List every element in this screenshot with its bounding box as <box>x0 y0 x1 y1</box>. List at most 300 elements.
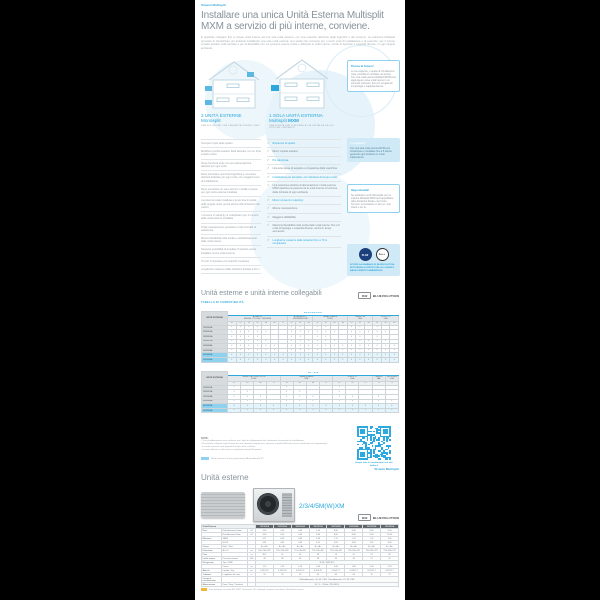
spec-label: SCOP <box>222 541 248 545</box>
spec-value: 6,35/9,52 <box>309 569 327 573</box>
notes-list <box>201 440 343 452</box>
note-line: • Tutti gli abbinamenti sono verificati: per i limiti di collegamento fare riferimento al manuale di installazione. <box>201 440 305 442</box>
compat-cell: • <box>373 344 382 349</box>
compat-cell: • <box>313 358 322 363</box>
compat-cell: • <box>347 325 356 330</box>
spec-label: Liquido / Gas <box>222 569 248 573</box>
spec-group: Livello sonoro <box>202 557 222 561</box>
spec-value: 712×936×347 <box>291 549 309 553</box>
compat-cell: • <box>356 330 365 335</box>
spec-model-header: 3MXM40A <box>291 525 309 529</box>
checkmark-icon: ✓ <box>267 206 270 211</box>
spec-model-header: 3MXM52A <box>309 525 327 529</box>
list-item-text: Deve prevedere un vano tecnico o staffe a parete per ogni unità esterna installata <box>201 187 258 195</box>
list-item <box>201 257 261 265</box>
compat-cell: • <box>253 325 262 330</box>
list-item <box>201 170 261 185</box>
outdoor-unit-model: 3MXM68A <box>202 344 228 349</box>
list-item-text: Deve prevedere una linea frigorifera e una linea elettrica dedicate per ogni unità, con maggiori costi di installazione <box>201 173 260 183</box>
spec-label: Fase / Freq. / Tensione <box>222 583 248 587</box>
spec-unit <box>248 583 256 587</box>
compat-cell: • <box>296 325 305 330</box>
spec-value: 4,60 <box>291 541 309 545</box>
compat-cell: • <box>245 348 254 353</box>
table-corner-header: UNITÀ ESTERNA <box>202 312 228 326</box>
spec-unit: kW <box>248 533 256 537</box>
compat-cell: • <box>254 408 267 413</box>
compat-cell: • <box>390 358 399 363</box>
spec-value: 734×958×373 <box>381 549 399 553</box>
spec-group: Peso <box>202 553 222 557</box>
list-item <box>201 245 261 256</box>
compat-cell: • <box>373 330 382 335</box>
spec-value: 4,60 <box>291 533 309 537</box>
compat-cell: • <box>245 344 254 349</box>
table-band-label: SKY AIR <box>228 372 399 376</box>
outdoor-unit-model: 5MXM90A <box>202 408 228 413</box>
compat-cell: • <box>333 404 346 409</box>
compat-cell: • <box>254 395 267 400</box>
compat-cell: • <box>280 395 293 400</box>
size-header: 60 <box>254 381 267 385</box>
compat-cell: • <box>236 344 245 349</box>
compat-cell: • <box>253 358 262 363</box>
size-header: 71 <box>279 321 288 325</box>
compat-cell: • <box>356 358 365 363</box>
compat-cell: • <box>287 344 296 349</box>
sidebar-box-didyouknow <box>347 138 400 162</box>
compat-cell: • <box>245 325 254 330</box>
footer-note-text: Dati dichiarati secondo EN 14511 / Eurovent. Per i dettagli completi consultare il databook tecnico. <box>209 588 305 591</box>
compat-cell: • <box>228 339 237 344</box>
compat-cell: • <box>296 339 305 344</box>
size-header: 25 <box>347 321 356 325</box>
spec-value: 46 <box>256 557 274 561</box>
spec-value: 48 <box>273 557 291 561</box>
monosplit-heading-line2: Monosplit <box>201 118 221 124</box>
size-header: 25 <box>313 321 322 325</box>
spec-model-header: 3MXM68A <box>327 525 345 529</box>
size-header: 50 <box>364 321 373 325</box>
monosplit-heading-line1: 3 UNITÀ ESTERNE <box>201 113 242 118</box>
spec-value: 6,80 <box>309 533 327 537</box>
list-item <box>201 139 261 147</box>
list-item-text: La potenza totale installata è la somma di quella delle singole unità, senza alcuna ottimizzazione dei carichi <box>201 199 260 209</box>
spec-span-value: Raffreddamento: -10~46 °CBS · Riscaldamento: -15~18 °CBU <box>256 577 399 583</box>
compat-cell: • <box>306 399 319 404</box>
size-header: 71 <box>359 381 372 385</box>
spec-value: 734×958×373 <box>363 549 381 553</box>
spec-value: 67 <box>363 553 381 557</box>
qr-module <box>389 458 391 460</box>
group-models: FVA <box>390 378 394 381</box>
spec-label: Raffr. / Risc. <box>222 545 248 549</box>
compat-cell: • <box>330 358 339 363</box>
compat-cell: • <box>228 390 241 395</box>
note-line: • È possibile collegare unità interne per una capacità complessiva superiore a quella dell'unità esterna (vedi indici di collegamento). <box>201 442 328 445</box>
multisplit-heading-line1: 1 SOLA UNITÀ ESTERNA <box>269 113 323 118</box>
sidebar-box-future <box>347 60 400 92</box>
spec-value: 58 <box>309 553 327 557</box>
list-item-text: Risparmio di spazio <box>272 142 296 145</box>
compat-cell: • <box>372 408 385 413</box>
compat-cell: • <box>279 358 288 363</box>
compat-cell: • <box>280 408 293 413</box>
list-item-text: Viene fornita di serie con una alimentazione elettrica per ogni unità <box>201 161 252 168</box>
size-header: 35 <box>322 321 331 325</box>
spec-value: 550×765×285 <box>273 549 291 553</box>
list-item <box>201 211 261 222</box>
compat-cell: • <box>228 335 237 340</box>
compat-cell: • <box>385 408 398 413</box>
spec-value: A++/A+ <box>309 545 327 549</box>
spec-value: 59 <box>345 553 363 557</box>
r32-label-badge: R32 <box>358 514 371 521</box>
qr-code <box>357 426 391 460</box>
spec-value: 6,35/9,52 <box>291 569 309 573</box>
list-item <box>267 213 341 221</box>
compat-cell: • <box>333 399 346 404</box>
compat-cell: • <box>306 408 319 413</box>
compat-cell: • <box>293 399 306 404</box>
compat-cell: • <box>390 353 399 358</box>
legend-swatch-orange <box>201 588 207 591</box>
compat-cell: • <box>241 395 254 400</box>
group-name: A PAVIMENTO <box>293 316 307 318</box>
list-item-text: Installazione più semplice, con riduzione di tempi e costi <box>272 175 337 179</box>
compat-cell: • <box>280 385 293 390</box>
list-item-text: Più silenziosa <box>272 158 289 162</box>
spec-value: 6,35/12,7 <box>327 569 345 573</box>
compat-cell: • <box>313 344 322 349</box>
spec-value: 4,65 <box>327 541 345 545</box>
compat-cell: • <box>364 353 373 358</box>
spec-value: 7,52 <box>363 537 381 541</box>
compat-cell: • <box>385 404 398 409</box>
compat-cell: • <box>293 404 306 409</box>
compat-cell: • <box>267 408 280 413</box>
spec-value: 6,35/12,7 <box>363 569 381 573</box>
compat-cell: • <box>359 408 372 413</box>
energy-class-badge-icon: A+++ <box>376 248 389 261</box>
list-item <box>267 221 341 236</box>
spec-value: 8,60 <box>327 533 345 537</box>
spec-model-header: 5MXM90A <box>381 525 399 529</box>
compat-cell: • <box>356 325 365 330</box>
compat-cell: • <box>262 348 271 353</box>
spec-group: Dimensioni <box>202 549 222 553</box>
group-models: FDXM <box>327 318 333 321</box>
spec-footer-note <box>201 588 304 591</box>
spec-value: 8,60 <box>345 533 363 537</box>
compat-cell: • <box>339 358 348 363</box>
compat-cell: • <box>347 348 356 353</box>
house-diagram-multisplit <box>269 56 335 112</box>
compat-cell: • <box>236 339 245 344</box>
brand-row <box>358 514 399 521</box>
table-row <box>202 408 399 413</box>
compat-cell: • <box>228 353 237 358</box>
outdoor-unit-model: 2MXM50A <box>202 330 228 335</box>
spec-value: 6,96 <box>309 537 327 541</box>
spec-span-value: V1 / 1~ / 50 Hz / 220-240 V <box>256 583 399 587</box>
size-header: 50 <box>262 321 271 325</box>
list-item <box>267 156 341 164</box>
compat-cell: • <box>228 330 237 335</box>
outdoor-unit-model: 4MXM68A <box>202 348 228 353</box>
compat-cell: • <box>262 330 271 335</box>
group-models: PERFERA FVXM <box>292 318 308 321</box>
list-item-text: Tripla manutenzione periodica e tripli contratti di assistenza <box>201 225 256 232</box>
spec-unit: kg <box>248 565 256 569</box>
size-header: 50 <box>330 321 339 325</box>
spec-model-header: 4MXM80A <box>363 525 381 529</box>
checkmark-icon: ✓ <box>267 197 270 202</box>
spec-model-header: 4MXM68A <box>345 525 363 529</box>
table-band-label: RESIDENZIALI <box>228 312 399 316</box>
spec-label: Pressione sonora <box>222 557 248 561</box>
spec-value: 7,11 <box>327 537 345 541</box>
compat-cell: • <box>322 330 331 335</box>
sidebar-box-caption: SCOPRI LA GAMMA R-32 BLUEVOLUTION: EFFICIENZA AI VERTICI DELLA CLASSE E BASSO IMPATTO AMBIENTALE <box>350 264 395 272</box>
compat-cell: • <box>373 353 382 358</box>
legend-swatch-cyan <box>201 457 209 460</box>
spec-value: 60 <box>345 573 363 577</box>
compat-cell: • <box>373 339 382 344</box>
monosplit-cons-list <box>201 139 261 274</box>
compat-cell: • <box>253 348 262 353</box>
compat-cell: • <box>262 344 271 349</box>
spec-value: 6,71 <box>256 537 274 541</box>
spec-value: 2,00 <box>363 565 381 569</box>
spec-value: 6,00 <box>273 533 291 537</box>
spec-value: 70 <box>363 573 381 577</box>
compat-cell: • <box>287 330 296 335</box>
compat-cell: • <box>241 390 254 395</box>
compat-cell: • <box>262 353 271 358</box>
spec-value: 6,35/12,7 <box>345 569 363 573</box>
compat-cell: • <box>304 339 313 344</box>
compat-cell: • <box>333 390 346 395</box>
compat-cell: • <box>373 358 382 363</box>
size-header: 42 <box>253 321 262 325</box>
spec-value: 5,20 <box>309 529 327 533</box>
compat-cell: • <box>304 353 313 358</box>
spec-label: SEER <box>222 537 248 541</box>
spec-value: 4,67 <box>363 541 381 545</box>
compat-cell: • <box>280 404 293 409</box>
size-header: 71 <box>385 381 398 385</box>
checkmark-icon: ✓ <box>267 174 270 179</box>
compat-cell: • <box>296 330 305 335</box>
group-name: VERTICALE <box>386 376 398 378</box>
table-row <box>202 358 399 363</box>
size-header: 35 <box>333 381 346 385</box>
compat-cell: • <box>287 358 296 363</box>
compat-cell: • <box>322 353 331 358</box>
spec-value: 1,80 <box>309 565 327 569</box>
compat-cell: • <box>236 330 245 335</box>
spec-unit: kg <box>248 553 256 557</box>
compat-cell: • <box>306 404 319 409</box>
spec-value: 7,41 <box>345 537 363 541</box>
outdoor-unit-model: 3MXM40A <box>202 335 228 340</box>
compat-legend <box>201 457 263 460</box>
spec-value: 1,80 <box>345 565 363 569</box>
group-name: PENSILE <box>374 376 383 378</box>
compat-cell: • <box>280 390 293 395</box>
spec-value: 59 <box>327 553 345 557</box>
page-title: Installare una unica Unità Esterna Multisplit MXM a servizio di più interne, conviene. <box>201 10 384 33</box>
compat-cell: • <box>322 348 331 353</box>
outdoor-unit-flat-image <box>201 492 245 518</box>
spec-value: 7,60 <box>381 537 399 541</box>
group-models: FBA <box>304 378 309 381</box>
compat-cell: • <box>372 399 385 404</box>
compat-cell: • <box>293 395 306 400</box>
list-item <box>201 196 261 211</box>
compat-cell: • <box>236 358 245 363</box>
compat-cell: • <box>333 385 346 390</box>
spec-value: 6,35/12,7 <box>381 569 399 573</box>
monosplit-subheading: UNA SOLUZIONE CHE PRESENTA DIVERSI LIMITI <box>201 124 261 127</box>
compat-cell: • <box>270 358 279 363</box>
spec-unit: kW <box>248 529 256 533</box>
compat-cell: • <box>270 353 279 358</box>
brochure-page <box>195 0 405 600</box>
compat-cell: • <box>280 399 293 404</box>
spec-value: 2,30 <box>381 565 399 569</box>
size-header: 50 <box>304 321 313 325</box>
compat-cell: • <box>296 344 305 349</box>
outdoor-unit-model: 3MXM52A <box>202 390 228 395</box>
list-item <box>201 223 261 234</box>
bluevolution-brand-label: BLUEVOLUTION <box>372 293 399 298</box>
size-header: 60 <box>270 321 279 325</box>
compat-cell: • <box>385 399 398 404</box>
compat-cell: • <box>356 344 365 349</box>
size-header: 50 <box>241 381 254 385</box>
spec-value: 52 <box>381 557 399 561</box>
compat-cell: • <box>319 404 332 409</box>
compat-cell: • <box>228 348 237 353</box>
compat-cell: • <box>381 339 390 344</box>
list-item-text: Maggiore affidabilità <box>272 215 296 219</box>
compat-cell: • <box>296 335 305 340</box>
list-item-text: Lunghezze massime delle tubazioni fino a 70 m complessivi <box>272 238 328 245</box>
spec-value: A++/A+ <box>327 545 345 549</box>
outdoor-unit-model: 3MXM52A <box>202 339 228 344</box>
compat-cell: • <box>347 358 356 363</box>
r32-badge-icon: R-32 <box>359 248 372 261</box>
compat-cell: • <box>296 348 305 353</box>
size-header: 71 <box>267 381 280 385</box>
spec-value: 1,30 <box>273 565 291 569</box>
size-header: 20 <box>228 321 237 325</box>
compat-cell: • <box>253 339 262 344</box>
size-header: 35 <box>373 321 382 325</box>
group-name: SOFFITTO <box>380 316 391 318</box>
compat-cell: • <box>330 330 339 335</box>
spec-unit: m <box>248 573 256 577</box>
compat-cell: • <box>228 385 241 390</box>
group-models: FHA <box>350 378 355 381</box>
size-header: 60 <box>339 321 348 325</box>
compat-cell: • <box>267 404 280 409</box>
model-range-label: 2/3/4/5M(W)XM <box>299 503 345 510</box>
compat-cell: • <box>313 325 322 330</box>
spec-value: 4,68 <box>381 541 399 545</box>
checkmark-icon: ✓ <box>267 214 270 219</box>
list-item-text: Lunghezze massime delle tubazioni limitate a 20 m <box>201 268 260 272</box>
monosplit-heading <box>201 113 261 127</box>
size-header: 25 <box>236 321 245 325</box>
compat-cell: • <box>304 330 313 335</box>
compat-cell: • <box>236 325 245 330</box>
group-name: CASSETTA ROUND FLOW <box>242 376 266 378</box>
group-name: CASSETTA <box>355 316 365 318</box>
compat-cell: • <box>287 325 296 330</box>
list-item-text: Nessuna possibilità di ampliare l'impianto senza installare nuove unità esterne <box>201 248 256 255</box>
spec-value: 712×936×347 <box>309 549 327 553</box>
spec-unit: mm <box>248 569 256 573</box>
list-item <box>267 139 341 147</box>
compat-cell: • <box>270 348 279 353</box>
sidebar-box-body: Le tue esigenze, o quelle di chi abiterà la casa, potrebbero cambiare nel tempo. Con una unità esterna Multisplit MXM puoi aggiungere nuove unità interne in un secondo momento, fino a 5, scegliendo tra tipologie e capacità diverse. <box>351 69 396 89</box>
compatibility-table-skyair <box>201 371 399 413</box>
compat-cell: • <box>347 339 356 344</box>
legend-text: Unità esterne di nuova generazione Bluevolution R-32 <box>211 457 264 460</box>
compat-cell: • <box>381 353 390 358</box>
compat-cell: • <box>293 390 306 395</box>
compat-cell: • <box>356 335 365 340</box>
compat-cell: • <box>356 339 365 344</box>
compat-cell: • <box>262 339 271 344</box>
size-header: 60 <box>390 321 399 325</box>
compat-cell: • <box>228 404 241 409</box>
multisplit-name: Multisplit <box>269 118 289 124</box>
outdoor-unit-model: 4MXM80A <box>202 404 228 409</box>
compat-cell: • <box>373 348 382 353</box>
compat-cell: • <box>228 395 241 400</box>
spec-value: 4,60 <box>256 533 274 537</box>
compat-cell: • <box>313 335 322 340</box>
compat-cell: • <box>228 358 237 363</box>
compat-cell: • <box>287 339 296 344</box>
multisplit-name-bold: MXM <box>288 118 299 124</box>
compat-cell: • <box>364 348 373 353</box>
sidebar-box-title: Pensa al futuro! <box>351 64 374 68</box>
list-item-text: Modifica il profilo estetico della facciata, con un forte impatto visivo <box>201 150 261 157</box>
compat-cell: • <box>347 335 356 340</box>
size-header: 25 <box>287 321 296 325</box>
sidebar-box-r32 <box>347 244 400 276</box>
compat-section-title: Unità esterne e unità interne collegabili <box>201 290 322 297</box>
size-header: 35 <box>280 381 293 385</box>
compat-cell: • <box>287 353 296 358</box>
compat-cell: • <box>287 348 296 353</box>
compat-cell: • <box>372 404 385 409</box>
list-item <box>201 147 261 158</box>
compat-cell: • <box>330 344 339 349</box>
spec-group: Tubazioni <box>202 573 222 577</box>
spec-value: 80 <box>381 553 399 557</box>
list-item-text: Occupa il triplo dello spazio <box>201 142 233 145</box>
outdoor-unit-fan-image <box>253 488 295 522</box>
r32-label-badge: R32 <box>358 292 371 299</box>
brand-row <box>358 292 399 299</box>
spec-value: A++/A+ <box>273 545 291 549</box>
